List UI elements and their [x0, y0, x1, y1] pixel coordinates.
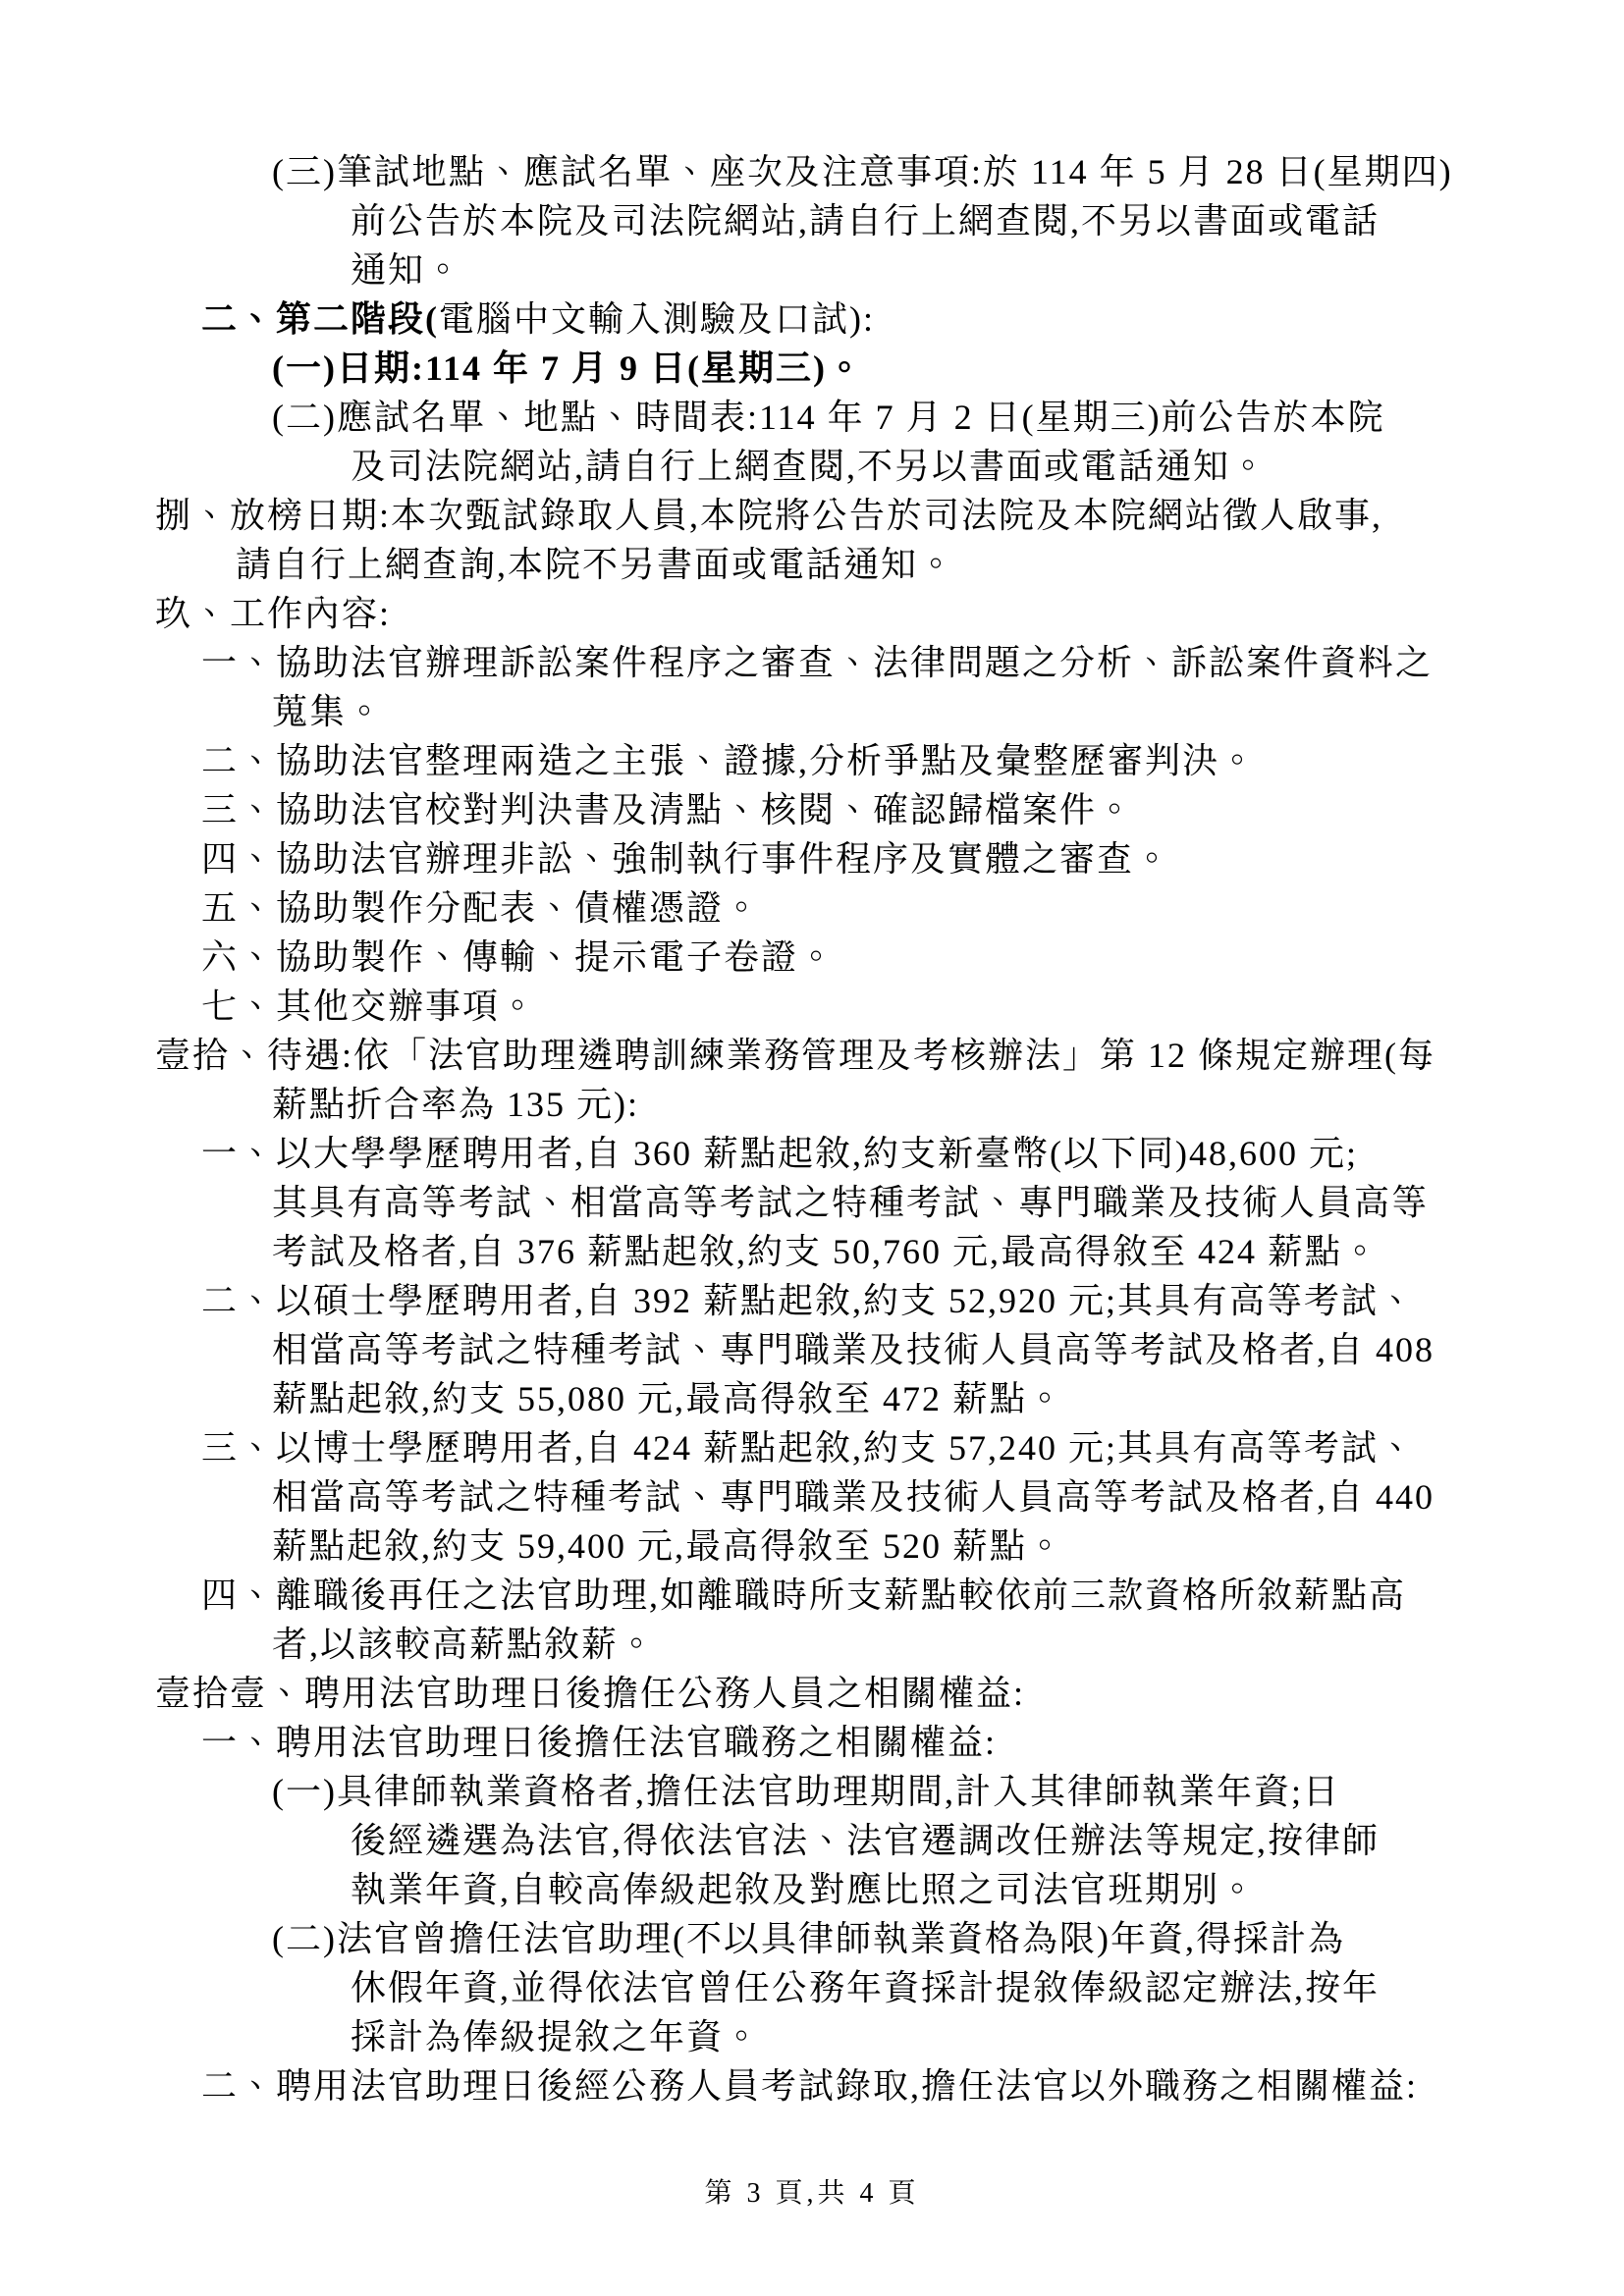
bold-text-segment: 二、第二階段( [201, 299, 439, 339]
document-line: (一)日期:114 年 7 月 9 日(星期三)。 [272, 348, 864, 388]
document-line: 四、協助法官辦理非訟、強制執行事件程序及實體之審查。 [201, 839, 1172, 879]
document-line: 二、協助法官整理兩造之主張、證據,分析爭點及彙整歷審判決。 [201, 741, 1258, 780]
document-line: 二、聘用法官助理日後經公務人員考試錄取,擔任法官以外職務之相關權益: [201, 2066, 1419, 2106]
document-line: 休假年資,並得依法官曾任公務年資採計提敘俸級認定辦法,按年 [351, 1968, 1380, 2007]
document-line: 者,以該較高薪點敘薪。 [272, 1625, 657, 1664]
document-line: 後經遴選為法官,得依法官法、法官遷調改任辦法等規定,按律師 [351, 1821, 1380, 1860]
document-line: 其具有高等考試、相當高等考試之特種考試、專門職業及技術人員高等 [272, 1183, 1430, 1222]
document-line: (二)法官曾擔任法官助理(不以具律師執業資格為限)年資,得採計為 [272, 1919, 1345, 1958]
document-line: 考試及格者,自 376 薪點起敘,約支 50,760 元,最高得敘至 424 薪點。 [272, 1232, 1380, 1271]
document-line: 一、以大學學歷聘用者,自 360 薪點起敘,約支新臺幣(以下同)48,600 元; [201, 1134, 1358, 1173]
text-segment: 電腦中文輸入測驗及口試): [439, 299, 875, 339]
document-line: 相當高等考試之特種考試、專門職業及技術人員高等考試及格者,自 440 [272, 1477, 1435, 1517]
document-line: 壹拾、待遇:依「法官助理遴聘訓練業務管理及考核辦法」第 12 條規定辦理(每 [155, 1036, 1435, 1075]
document-line: 五、協助製作分配表、債權憑證。 [201, 888, 762, 928]
document-line: (一)具律師執業資格者,擔任法官助理期間,計入其律師執業年資;日 [272, 1772, 1340, 1811]
document-line: (二)應試名單、地點、時間表:114 年 7 月 2 日(星期三)前公告於本院 [272, 398, 1385, 437]
document-line: (三)筆試地點、應試名單、座次及注意事項:於 114 年 5 月 28 日(星期四) [272, 152, 1453, 191]
document-line: 四、離職後再任之法官助理,如離職時所支薪點較依前三款資格所敘薪點高 [201, 1575, 1407, 1615]
document-line: 七、其他交辦事項。 [201, 987, 538, 1026]
document-line: 薪點起敘,約支 59,400 元,最高得敘至 520 薪點。 [272, 1526, 1065, 1566]
document-line: 六、協助製作、傳輸、提示電子卷證。 [201, 937, 837, 977]
document-line: 三、協助法官校對判決書及清點、核閱、確認歸檔案件。 [201, 790, 1135, 829]
document-line: 壹拾壹、聘用法官助理日後擔任公務人員之相關權益: [155, 1674, 1026, 1713]
document-line [201, 294, 1624, 344]
document-line: 三、以博士學歷聘用者,自 424 薪點起敘,約支 57,240 元;其具有高等考試、 [201, 1428, 1417, 1468]
document-line: 二、以碩士學歷聘用者,自 392 薪點起敘,約支 52,920 元;其具有高等考試、 [201, 1281, 1417, 1320]
document-line: 捌、放榜日期:本次甄試錄取人員,本院將公告於司法院及本院網站徵人啟事, [155, 496, 1383, 535]
document-line: 一、聘用法官助理日後擔任法官職務之相關權益: [201, 1723, 998, 1762]
document-line: 一、協助法官辦理訴訟案件程序之審查、法律問題之分析、訴訟案件資料之 [201, 643, 1434, 682]
document-line: 及司法院網站,請自行上網查閱,不另以書面或電話通知。 [351, 447, 1269, 486]
document-line: 前公告於本院及司法院網站,請自行上網查閱,不另以書面或電話 [351, 201, 1380, 240]
document-line: 執業年資,自較高俸級起敘及對應比照之司法官班期別。 [351, 1870, 1258, 1909]
document-line: 蒐集。 [272, 692, 385, 731]
document-line: 玖、工作內容: [155, 594, 392, 633]
document-line: 請自行上網查詢,本院不另書面或電話通知。 [236, 545, 956, 584]
document-line: 通知。 [351, 250, 463, 290]
document-line: 相當高等考試之特種考試、專門職業及技術人員高等考試及格者,自 408 [272, 1330, 1435, 1369]
page-number-text: 第 3 頁,共 4 頁 [704, 2178, 920, 2209]
document-line: 薪點起敘,約支 55,080 元,最高得敘至 472 薪點。 [272, 1379, 1065, 1418]
document-line: 採計為俸級提敘之年資。 [351, 2017, 762, 2056]
document-line: 薪點折合率為 135 元): [272, 1085, 639, 1124]
document-body [0, 147, 1624, 2110]
page-footer [0, 2171, 1624, 2211]
